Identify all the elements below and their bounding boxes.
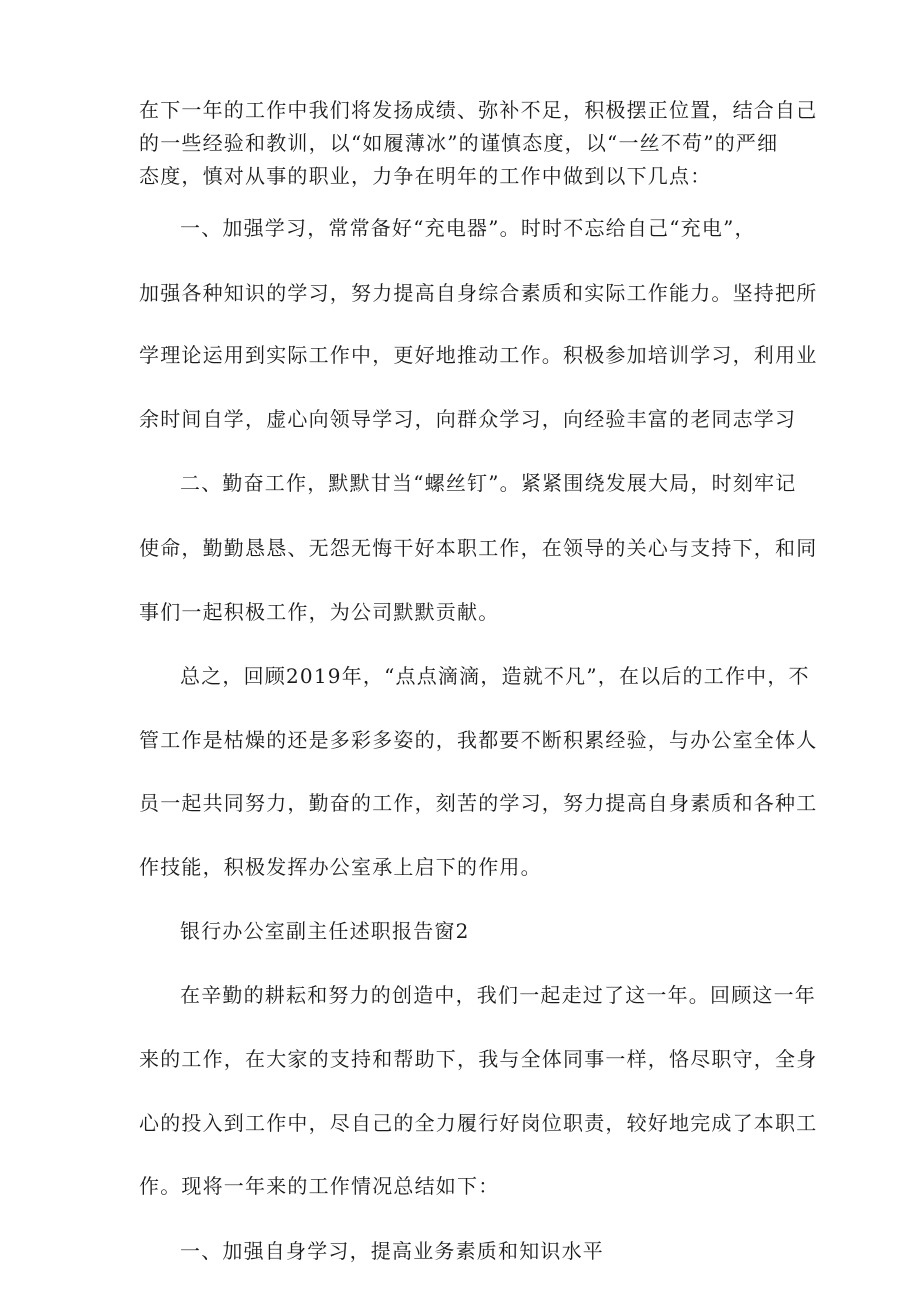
text-line-11: 总之，回顾2019年，“点点滴滴，造就不凡”，在以后的工作中，不 [180,664,810,688]
text-line-7: 余时间自学，虚心向领导学习，向群众学习，向经验丰富的老同志学习 [139,407,797,431]
text-line-8: 二、勤奋工作，默默甘当“螺丝钉”。紧紧围绕发展大局，时刻牢记 [180,471,797,495]
text-line-3: 态度，慎对从事的职业，力争在明年的工作中做到以下几点： [139,164,712,188]
subheading: 一、加强自身学习，提高业务素质和知识水平 [180,1239,604,1263]
text-line-6: 学理论运用到实际工作中，更好地推动工作。积极参加培训学习，利用业 [139,343,818,367]
text-line-17: 来的工作，在大家的支持和帮助下，我与全体同事一样，恪尽职守，全身 [139,1047,818,1071]
text-line-10: 事们一起积极工作，为公司默默贡献。 [139,600,500,624]
text-line-2: 的一些经验和教训，以“如履薄冰”的谨慎态度，以“一丝不苟”的严细 [139,131,779,155]
section-title: 银行办公室副主任述职报告窗2 [180,919,470,943]
text-line-19: 作。现将一年来的工作情况总结如下： [139,1174,500,1198]
text-line-4: 一、加强学习，常常备好“充电器”。时时不忘给自己“充电”， [180,216,756,240]
text-line-1: 在下一年的工作中我们将发扬成绩、弥补不足，积极摆正位置，结合自己 [139,98,818,122]
text-line-14: 作技能，积极发挥办公室承上启下的作用。 [139,855,542,879]
text-line-18: 心的投入到工作中，尽自己的全力履行好岗位职责，较好地完成了本职工 [139,1111,818,1135]
text-line-9: 使命，勤勤恳恳、无怨无悔干好本职工作，在领导的关心与支持下，和同 [139,536,818,560]
text-line-16: 在辛勤的耕耘和努力的创造中，我们一起走过了这一年。回顾这一年 [180,983,816,1007]
text-line-12: 管工作是枯燥的还是多彩多姿的，我都要不断积累经验，与办公室全体人 [139,728,818,752]
text-line-13: 员一起共同努力，勤奋的工作，刻苦的学习，努力提高自身素质和各种工 [139,791,818,815]
text-line-5: 加强各种知识的学习，努力提高自身综合素质和实际工作能力。坚持把所 [139,281,818,305]
